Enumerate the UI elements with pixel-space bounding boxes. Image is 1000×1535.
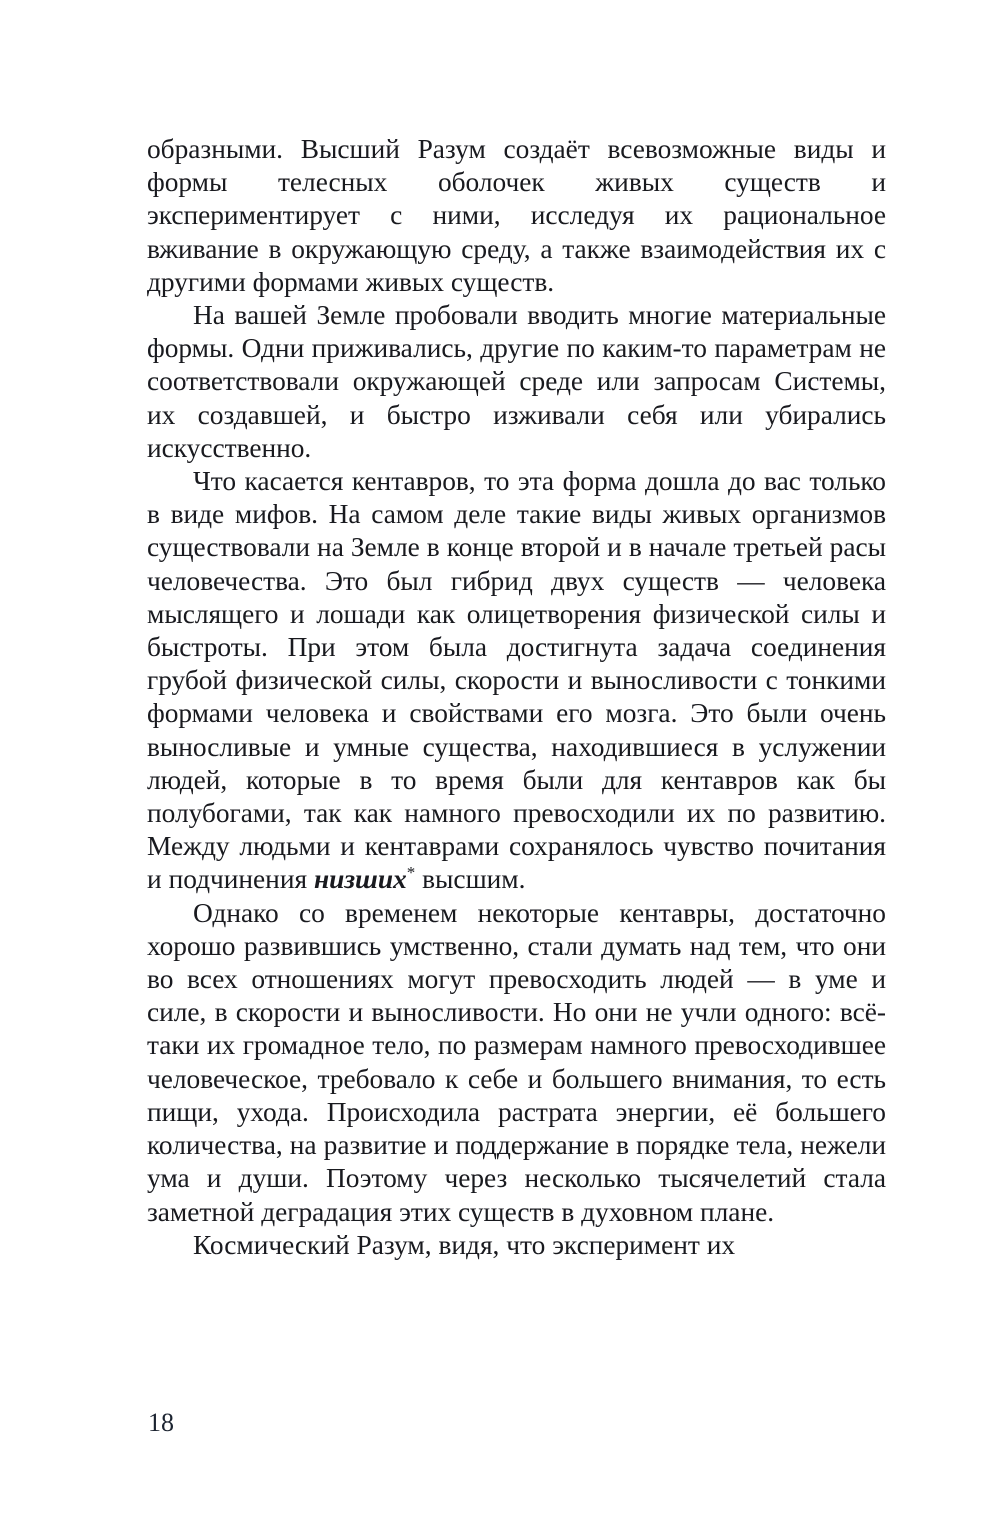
paragraph-5: Космический Разум, видя, что эксперимент их [193, 1229, 736, 1260]
paragraph-2: На вашей Земле пробовали вводить многие материальные формы. Одни приживались, другие по каким-то параметрам не соответствовали окружающей среде или запросам Системы, их создавшей, и быстро изживали себя или убирались искусственно. [147, 300, 886, 463]
paragraph-3-text-after-emphasis: высшим. [415, 864, 526, 895]
footnote-marker-asterisk: * [406, 863, 416, 883]
paragraph-3 [147, 465, 886, 897]
page-number: 18 [148, 1408, 174, 1437]
emphasized-word-nizshih: низших [313, 864, 407, 895]
body-text-column [147, 133, 886, 1262]
paragraph-1: образными. Высший Разум создаёт всевозможные виды и формы телесных оболочек живых существ и экспериментирует с ними, исследуя их рациональное вживание в окружающую среду, а также взаимодействия их с другими формами живых существ. [147, 134, 886, 297]
paragraph-4: Однако со временем некоторые кентавры, достаточно хорошо развившись умственно, стали думать над тем, что они во всех отношениях могут превосходить людей — в уме и силе, в скорости и выносливости. Но они не учли одного: всё-таки их громадное тело, по размерам намного превосходившее человеческое, требовало к себе и большего внимания, то есть пищи, ухода. Происходила растрата энергии, её большего количества, на развитие и поддержание в порядке тела, нежели ума и души. Поэтому через несколько тысячелетий стала заметной деградация этих существ в духовном плане. [147, 897, 886, 1227]
paragraph-3-text-before-emphasis: Что касается кентавров, то эта форма дошла до вас только в виде мифов. На самом деле такие виды живых организмов существовали на Земле в конце второй и в начале третьей расы человечества. Это был гибрид двух существ — человека мыслящего и лошади как олицетворения физической силы и быстроты. При этом была достигнута задача соединения грубой физической силы, скорости и выносливости с тонкими формами человека и свойствами его мозга. Это были очень выносливые и умные существа, находившиеся в услужении людей, которые в то время были для кентавров как бы полубогами, так как намного превосходили их по развитию. Между людьми и кентаврами сохранялось чувство почитания и подчинения [147, 466, 886, 895]
